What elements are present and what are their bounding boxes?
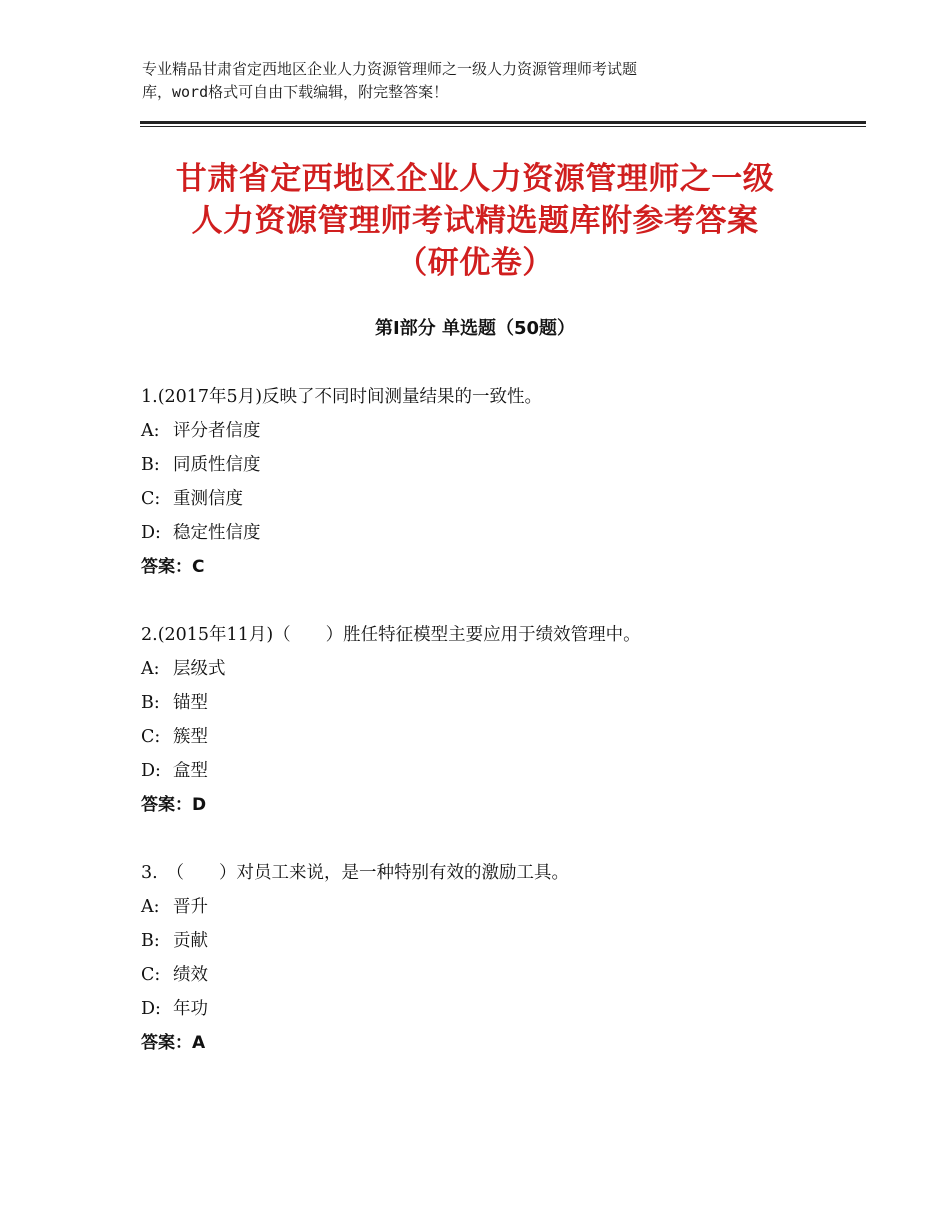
question-stem: 3. （ ）对员工来说，是一种特别有效的激励工具。 (141, 863, 569, 883)
option-c (141, 486, 861, 520)
option-text: 簇型 (173, 727, 208, 747)
answer: 答案：D (141, 795, 207, 815)
header-rule-thick (140, 121, 866, 124)
option-a (141, 656, 861, 690)
option-letter: A: (141, 421, 160, 441)
option-text: 盒型 (173, 761, 208, 781)
option-text: 锚型 (173, 693, 208, 713)
option-letter: D: (141, 523, 161, 543)
option-text: 同质性信度 (173, 455, 261, 475)
option-text: 贡献 (173, 931, 208, 951)
option-text: 评分者信度 (173, 421, 261, 441)
document-title-line-3: （研优卷） (396, 245, 554, 281)
option-text: 年功 (173, 999, 208, 1019)
option-a (141, 418, 861, 452)
option-letter: B: (141, 693, 160, 713)
option-d (141, 996, 861, 1030)
option-letter: A: (141, 897, 160, 917)
option-b (141, 452, 861, 486)
option-text: 重测信度 (173, 489, 243, 509)
option-letter: C: (141, 489, 161, 509)
document-title-line-1: 甘肃省定西地区企业人力资源管理师之一级 (175, 161, 775, 197)
document-title-line-2: 人力资源管理师考试精选题库附参考答案 (191, 203, 759, 239)
option-text: 层级式 (173, 659, 226, 679)
option-d (141, 758, 861, 792)
question-stem: 1.(2017年5月)反映了不同时间测量结果的一致性。 (141, 387, 543, 407)
option-b (141, 690, 861, 724)
option-d (141, 520, 861, 554)
header-note-line-1: 专业精品甘肃省定西地区企业人力资源管理师之一级人力资源管理师考试题 (142, 60, 638, 78)
header-rule-thin (140, 126, 866, 127)
option-letter: C: (141, 727, 161, 747)
answer: 答案：A (141, 1033, 206, 1053)
section-title: 第Ⅰ部分 单选题（50题） (374, 318, 575, 339)
option-b (141, 928, 861, 962)
option-text: 晋升 (173, 897, 208, 917)
option-letter: D: (141, 999, 161, 1019)
option-letter: C: (141, 965, 161, 985)
option-c (141, 962, 861, 996)
option-text: 稳定性信度 (173, 523, 261, 543)
option-letter: A: (141, 659, 160, 679)
question-stem: 2.(2015年11月)（ ）胜任特征模型主要应用于绩效管理中。 (141, 625, 641, 645)
option-a (141, 894, 861, 928)
option-text: 绩效 (173, 965, 208, 985)
question-2 (141, 622, 861, 826)
header-note (142, 58, 782, 104)
question-1 (141, 384, 861, 588)
option-c (141, 724, 861, 758)
question-3 (141, 860, 861, 1064)
answer: 答案：C (141, 557, 205, 577)
option-letter: D: (141, 761, 161, 781)
header-note-line-2: 库，word格式可自由下载编辑，附完整答案！ (142, 83, 449, 101)
option-letter: B: (141, 931, 160, 951)
document-title (100, 158, 850, 284)
option-letter: B: (141, 455, 160, 475)
